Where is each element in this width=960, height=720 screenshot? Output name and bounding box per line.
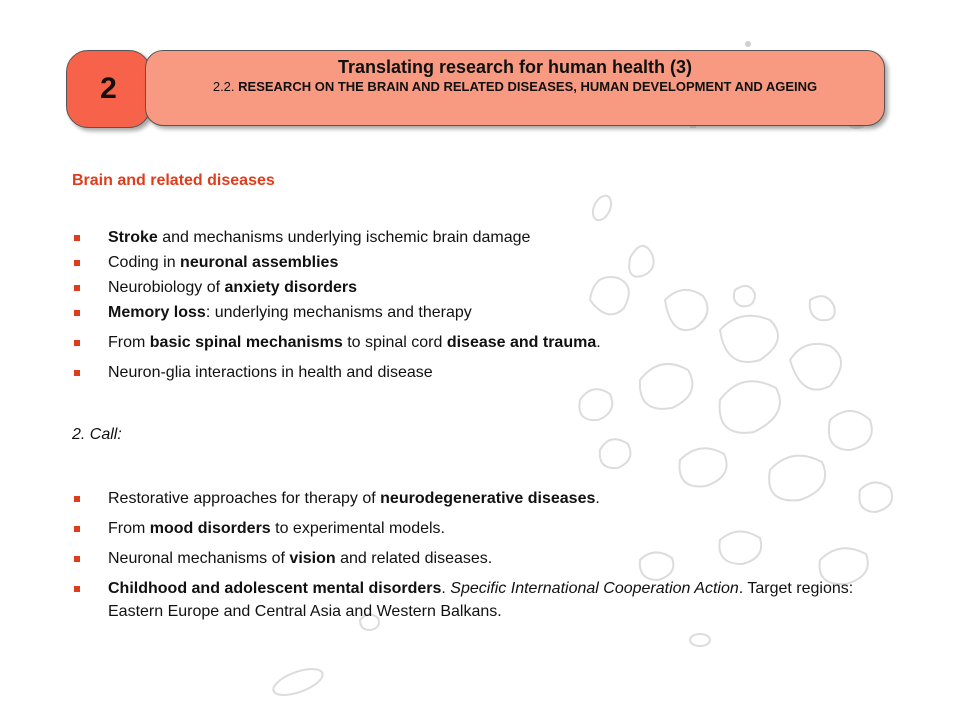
bullet-text-segment: From xyxy=(108,520,150,537)
bullet-item xyxy=(72,517,912,547)
bullet-item xyxy=(72,487,912,517)
bullet-text-segment: . xyxy=(441,580,451,597)
bullet-text-segment: : underlying mechanisms and therapy xyxy=(205,304,472,321)
bullet-text-segment: Stroke xyxy=(108,229,158,246)
bullet-item xyxy=(72,577,912,623)
bullet-text-segment: vision xyxy=(289,550,336,567)
bullet-text-segment: disease and trauma xyxy=(446,334,597,351)
bullet-text-segment: neurodegenerative diseases xyxy=(380,490,596,507)
section-number-badge: 2 xyxy=(66,50,151,128)
bullet-text-segment: neuronal assemblies xyxy=(180,254,339,271)
bullet-text-segment: Childhood and adolescent mental disorders xyxy=(108,580,442,597)
bullet-text-segment: to spinal cord xyxy=(342,334,447,351)
bullet-item xyxy=(72,276,912,301)
bullet-text-segment: Neuron-glia interactions in health and disease xyxy=(108,364,433,381)
section-heading: Brain and related diseases xyxy=(72,172,275,189)
title-banner xyxy=(145,50,885,126)
bullet-text-segment: to experimental models. xyxy=(270,520,445,537)
bullet-item xyxy=(72,301,912,331)
bullet-item xyxy=(72,331,912,361)
bullet-text-segment: and related diseases. xyxy=(335,550,493,567)
topic-list-first xyxy=(72,226,912,391)
slide-title: Translating research for human health (3) xyxy=(337,57,693,77)
bullet-text-segment: mood disorders xyxy=(149,520,271,537)
subtitle-text: RESEARCH ON THE BRAIN AND RELATED DISEASES, HUMAN DEVELOPMENT AND AGEING xyxy=(238,79,818,94)
bullet-text-segment: basic spinal mechanisms xyxy=(149,334,343,351)
bullet-text-segment: . Target regions: Eastern Europe and Central Asia and Western Balkans. xyxy=(108,580,854,620)
bullet-text-segment: . xyxy=(596,334,601,351)
bullet-item xyxy=(72,251,912,276)
bullet-text-segment: Neuronal mechanisms of xyxy=(108,550,290,567)
bullet-text-segment: Memory loss xyxy=(108,304,206,321)
bullet-text-segment: Specific International Cooperation Action xyxy=(450,580,739,597)
slide-subtitle xyxy=(146,78,884,95)
bullet-item xyxy=(72,361,912,391)
bullet-text-segment: anxiety disorders xyxy=(224,279,358,296)
bullet-text-segment: . xyxy=(595,490,600,507)
bullet-item xyxy=(72,226,912,251)
bullet-text-segment: and mechanisms underlying ischemic brain damage xyxy=(157,229,531,246)
bullet-item xyxy=(72,547,912,577)
bullet-text-segment: From xyxy=(108,334,150,351)
bullet-text-segment: Neurobiology of xyxy=(108,279,225,296)
topic-list-second-call xyxy=(72,487,912,623)
call-label: 2. Call: xyxy=(72,426,122,443)
bullet-text-segment: Restorative approaches for therapy of xyxy=(108,490,381,507)
subtitle-number: 2.2. xyxy=(212,79,239,94)
bullet-text-segment: Coding in xyxy=(108,254,181,271)
